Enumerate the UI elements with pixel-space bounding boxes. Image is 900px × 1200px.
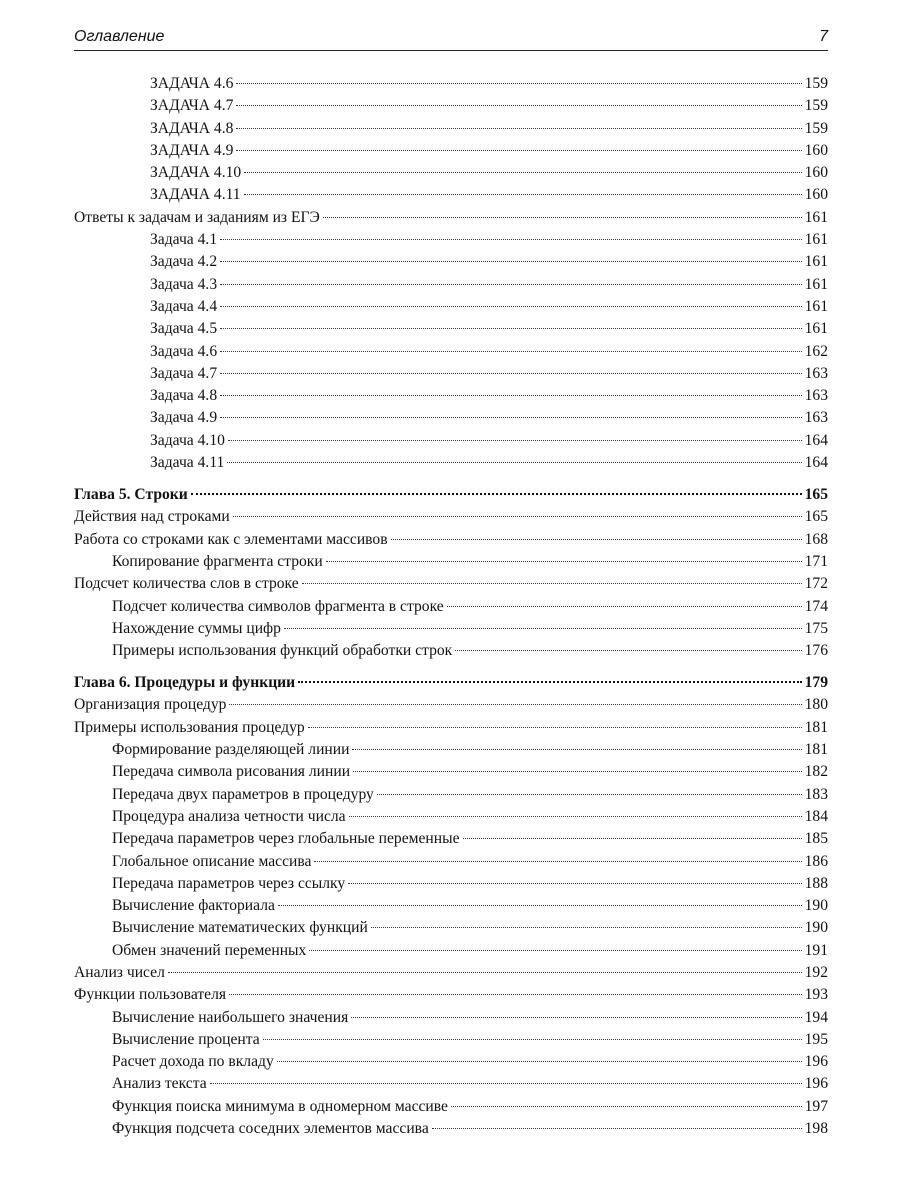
toc-entry-page: 165 [804,508,828,526]
dot-leader [263,1039,802,1040]
dot-leader [455,650,801,651]
toc-entry-page: 176 [804,642,828,660]
toc-entry-page: 164 [804,454,828,472]
toc-entry-page: 182 [804,763,828,781]
toc-entry-page: 198 [804,1120,828,1138]
dot-leader [220,417,801,418]
toc-entry [74,618,828,640]
dot-leader [244,172,801,173]
toc-entry-title: Задача 4.10 [150,431,225,449]
toc-entry [74,940,828,962]
toc-entry [74,1007,828,1029]
dot-leader [168,972,802,973]
toc-entry-title: Передача параметров через глобальные переменные [112,830,460,848]
toc-entry [74,573,828,595]
dot-leader [220,261,801,262]
toc-entry-title: Задача 4.2 [150,253,218,271]
toc-entry-title: Глава 6. Процедуры и функции [74,674,296,692]
toc-entry-page: 159 [804,119,828,137]
toc-entry-page: 185 [804,830,828,848]
toc-entry-page: 171 [804,552,828,570]
toc-entry-page: 191 [804,941,828,959]
dot-leader [220,373,801,374]
toc-entry-page: 163 [804,364,828,382]
toc-entry-page: 181 [804,741,828,759]
toc-entry-page: 161 [804,208,828,226]
dot-leader [391,539,802,540]
dot-leader [220,351,801,352]
dot-leader [236,150,801,151]
toc-entry-title: Передача параметров через ссылку [112,874,346,892]
toc-entry-title: Глава 5. Строки [74,486,188,504]
toc-entry-title: Нахождение суммы цифр [112,619,281,637]
toc-entry [74,363,828,385]
toc-entry [74,1051,828,1073]
toc-entry-page: 196 [804,1075,828,1093]
toc-entry-title: Функции пользователя [74,986,227,1004]
toc-entry [74,407,828,429]
toc-entry-page: 160 [804,141,828,159]
toc-entry [74,452,828,474]
toc-entry-title: Функция поиска минимума в одномерном массиве [112,1097,448,1115]
toc-entry-page: 165 [804,486,828,504]
toc-entry-page: 172 [804,575,828,593]
dot-leader [349,816,802,817]
dot-leader [432,1128,802,1129]
toc-entry-title: Вычисление факториала [112,897,275,915]
dot-leader [451,1106,802,1107]
toc-entry-page: 160 [804,164,828,182]
dot-leader [233,516,802,517]
toc-entry-page: 160 [804,186,828,204]
toc-entry-title: Вычисление наибольшего значения [112,1008,349,1026]
dot-leader [309,950,801,951]
running-head-title: Оглавление [74,28,165,45]
toc-entry-page: 161 [804,275,828,293]
toc-entry [74,430,828,452]
toc-entry-title: Задача 4.6 [150,342,218,360]
toc-entry [74,739,828,761]
toc-entry-page: 193 [804,986,828,1004]
toc-entry [74,761,828,783]
toc-entry-title: ЗАДАЧА 4.6 [150,75,234,92]
toc-entry-page: 174 [804,597,828,615]
toc-entry [74,917,828,939]
dot-leader [220,239,801,240]
dot-leader [210,1083,802,1084]
toc-entry-page: 161 [804,320,828,338]
toc-entry-page: 168 [804,530,828,548]
dot-leader [229,994,802,995]
toc-entry-title: Задача 4.4 [150,297,218,315]
toc-entry-page: 163 [804,387,828,405]
toc-entry-page: 190 [804,897,828,915]
page-number: 7 [819,28,828,45]
toc-entry [74,1073,828,1095]
running-head [74,28,828,46]
dot-leader [244,194,802,195]
toc-entry-page: 190 [804,919,828,937]
toc-entry-title: Обмен значений переменных [112,941,307,959]
toc-entry-title: Действия над строками [74,508,230,526]
dot-leader [353,771,802,772]
dot-leader [308,727,802,728]
toc-entry-title: Анализ чисел [74,963,165,981]
toc-entry-title: Задача 4.8 [150,387,218,405]
toc-entry-title: Задача 4.7 [150,364,218,382]
toc-entry-title: Задача 4.9 [150,409,218,427]
toc-entry-title: Передача символа рисования линии [112,763,351,781]
toc-entry-title: Примеры использования функций обработки строк [112,642,453,660]
toc-entry [74,895,828,917]
toc-entry [74,118,828,140]
toc-entry-title: Передача двух параметров в процедуру [112,785,374,803]
toc-entry-page: 175 [804,619,828,637]
toc-entry-page: 162 [804,342,828,360]
toc-entry-page: 164 [804,431,828,449]
toc-entry-title: ЗАДАЧА 4.9 [150,141,234,159]
toc-entry-title: Подсчет количества слов в строке [74,575,299,593]
toc-entry [74,596,828,618]
dot-leader [314,861,801,862]
toc-entry-page: 161 [804,297,828,315]
dot-leader [236,128,801,129]
toc-entry [74,551,828,573]
toc-entry [74,140,828,162]
toc-entry-page: 183 [804,785,828,803]
dot-leader [463,838,802,839]
toc-entry-title: ЗАДАЧА 4.8 [150,119,234,137]
dot-leader [326,561,802,562]
toc-entry-page: 161 [804,253,828,271]
toc-entry [74,1118,828,1140]
toc-entry-page: 159 [804,75,828,92]
toc-chapter-entry [74,671,828,694]
toc-entry [74,828,828,850]
toc-entry [74,207,828,229]
toc-entry-title: ЗАДАЧА 4.10 [150,164,242,182]
toc-entry-title: Процедура анализа четности числа [112,807,346,825]
toc-chapter-entry [74,483,828,506]
toc-entry [74,95,828,117]
dot-leader [371,927,802,928]
dot-leader [220,306,801,307]
toc-entry [74,984,828,1006]
dot-leader [284,628,802,629]
toc-entry-page: 180 [804,696,828,714]
toc-entry-page: 181 [804,718,828,736]
dot-leader [298,681,801,683]
toc-entry-title: Примеры использования процедур [74,718,305,736]
toc-entry-page: 179 [804,674,828,692]
toc-entry [74,229,828,251]
dot-leader [227,462,801,463]
toc-entry-title: Задача 4.1 [150,231,218,249]
toc-entry-title: Глобальное описание массива [112,852,312,870]
toc-entry-title: Вычисление процента [112,1030,260,1048]
dot-leader [447,606,802,607]
toc-entry [74,1029,828,1051]
toc-entry [74,851,828,873]
toc-entry [74,873,828,895]
toc-entry-page: 163 [804,409,828,427]
dot-leader [236,105,801,106]
toc-entry-page: 192 [804,963,828,981]
dot-leader [220,395,801,396]
toc-entry-title: Организация процедур [74,696,227,714]
dot-leader [377,794,802,795]
toc-entry-page: 188 [804,874,828,892]
toc-entry-title: ЗАДАЧА 4.7 [150,97,234,115]
toc-entry [74,506,828,528]
toc-entry [74,296,828,318]
toc-entry [74,162,828,184]
toc-entry-page: 194 [804,1008,828,1026]
toc-entry-page: 186 [804,852,828,870]
toc-entry-title: Копирование фрагмента строки [112,552,323,570]
dot-leader [191,493,802,495]
toc-entry-title: Ответы к задачам и заданиям из ЕГЭ [74,208,320,226]
dot-leader [278,905,802,906]
toc-entry-page: 159 [804,97,828,115]
toc-entry-title: Задача 4.5 [150,320,218,338]
toc-entry-title: Формирование разделяющей линии [112,741,350,759]
toc-entry-page: 184 [804,807,828,825]
toc-entry [74,251,828,273]
toc-entry [74,73,828,95]
toc-entry [74,694,828,716]
toc-entry-page: 161 [804,231,828,249]
toc-entry-title: Задача 4.11 [150,454,225,472]
toc-entry [74,717,828,739]
dot-leader [348,883,801,884]
toc-entry [74,274,828,296]
toc-entry-title: Задача 4.3 [150,275,218,293]
dot-leader [220,328,801,329]
toc-entry [74,385,828,407]
dot-leader [228,440,802,441]
toc-entry [74,784,828,806]
toc-entry [74,806,828,828]
dot-leader [323,217,802,218]
toc-entry [74,341,828,363]
toc-entry-title: Подсчет количества символов фрагмента в строке [112,597,444,615]
toc-entry [74,184,828,206]
toc-entry [74,1096,828,1118]
toc-entry-page: 195 [804,1030,828,1048]
dot-leader [220,284,801,285]
toc-entry-title: Работа со строками как с элементами массивов [74,530,388,548]
toc-entry [74,962,828,984]
toc-entry-title: Функция подсчета соседних элементов массива [112,1120,429,1138]
dot-leader [236,83,801,84]
table-of-contents [74,73,828,1140]
toc-entry-title: Вычисление математических функций [112,919,368,937]
toc-entry [74,318,828,340]
dot-leader [302,583,802,584]
dot-leader [352,749,801,750]
toc-entry-page: 197 [804,1097,828,1115]
toc-entry-title: Анализ текста [112,1075,207,1093]
dot-leader [277,1061,802,1062]
toc-entry [74,529,828,551]
dot-leader [351,1017,801,1018]
header-rule [74,50,828,51]
toc-entry-title: Расчет дохода по вкладу [112,1053,274,1071]
toc-entry-title: ЗАДАЧА 4.11 [150,186,241,204]
toc-entry [74,640,828,662]
toc-entry-page: 196 [804,1053,828,1071]
dot-leader [229,704,801,705]
